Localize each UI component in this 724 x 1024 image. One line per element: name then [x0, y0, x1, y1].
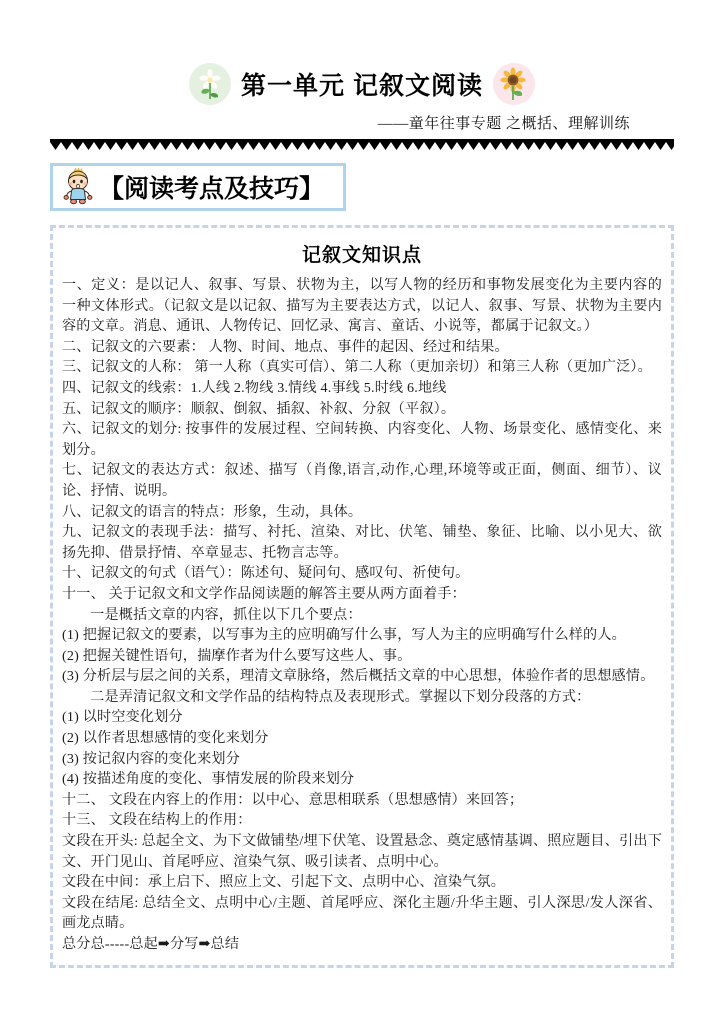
paragraph: 十三、 文段在结构上的作用： [62, 812, 252, 829]
list-item: (2) 以作者思想感情的变化来划分 [62, 730, 269, 747]
paragraph: 三、记叙文的人称： 第一人称（真实可信）、第二人称（更加亲切）和第三人称（更加广泛）。 [62, 359, 652, 376]
content-title: 记叙文知识点 [301, 245, 422, 266]
paragraph: 四、记叙文的线索：1.人线 2.物线 3.情线 4.事线 5.时线 6.地线 [62, 379, 447, 396]
flower-icon [189, 63, 231, 105]
paragraph: 十、记叙文的句式（语气）：陈述句、疑问句、感叹句、祈使句。 [62, 565, 470, 582]
paragraph: 九、记叙文的表现手法：描写、衬托、渲染、对比、伏笔、铺垫、象征、比喻、以小见大、欲扬先抑、借景抒情、卒章显志、托物言志等。 [62, 524, 662, 561]
list-item: (3) 分析层与层之间的关系，理清文章脉络，然后概括文章的中心思想，体验作者的思想感情。 [62, 668, 655, 685]
paragraph: 总分总-----总起➡分写➡总结 [62, 936, 240, 952]
paragraph: 文段在结尾: 总结全文、点明中心/主题、首尾呼应、深化主题/升华主题、引人深思/发人深省、画龙点睛。 [62, 894, 662, 932]
paragraph: 二、记叙文的六要素： 人物、时间、地点、事件的起因、经过和结果。 [62, 338, 509, 355]
knowledge-content-box [50, 225, 674, 968]
reading-points-label: 【阅读考点及技巧】 [99, 175, 325, 203]
list-item: (1) 把握记叙文的要素，以写事为主的应明确写什么事，写人为主的应明确写什么样的人。 [62, 627, 626, 644]
page-subtitle: ——童年往事专题 之概括、理解训练 [377, 116, 630, 132]
paragraph: 六、记叙文的划分: 按事件的发展过程、空间转换、内容变化、人物、场景变化、感情变化、来划分。 [62, 421, 662, 458]
list-item: (2) 把握关键性语句，揣摩作者为什么要写这些人、事。 [62, 647, 412, 664]
paragraph: 文段在开头: 总起全文、为下文做铺垫/埋下伏笔、设置悬念、奠定感情基调、照应题目、引出下文、开门见山、首尾呼应、渲染气氛、吸引读者、点明中心。 [62, 833, 662, 870]
list-item: (1) 以时空变化划分 [62, 709, 183, 726]
paragraph: 五、记叙文的顺序：顺叙、倒叙、插叙、补叙、分叙（平叙）。 [62, 400, 456, 417]
paragraph: 一、定义：是以记人、叙事、写景、状物为主，以写人物的经历和事物发展变化为主要内容的一种文体形式。（记叙文是以记叙、描写为主要表达方式，以记人、叙事、写景、状物为主要内容的文章。消息、通讯、人物传记、回忆录、寓言、童话、小说等，都属于记叙文。） [62, 277, 662, 335]
document-header [50, 0, 674, 110]
paragraph: 八、记叙文的语言的特点：形象，生动，具体。 [62, 503, 363, 520]
paragraph: 十二、 文段在内容上的作用：以中心、意思相联系（思想感情）来回答； [62, 791, 524, 808]
knowledge-body [62, 275, 662, 955]
part-one-lead: 一是概括文章的内容，抓住以下几个要点： [90, 606, 362, 623]
subtitle-row [50, 112, 674, 133]
list-item: (4) 按描述角度的变化、事情发展的阶段来划分 [62, 771, 355, 788]
paragraph: 七、记叙文的表达方式：叙述、描写（肖像,语言,动作,心理,环境等或正面，侧面、细节）、议论、抒情、说明。 [62, 462, 662, 499]
list-item: (3) 按记叙内容的变化来划分 [62, 750, 240, 767]
paragraph: 文段在中间：承上启下、照应上文、引起下文、点明中心、渲染气氛。 [62, 874, 506, 891]
baby-icon [61, 168, 95, 206]
paragraph: 十一、 关于记叙文和文学作品阅读题的解答主要从两方面着手： [62, 585, 466, 602]
reading-points-header-box [50, 163, 346, 211]
sunflower-icon [493, 63, 535, 105]
part-two-lead: 二是弄清记叙文和文学作品的结构特点及表现形式。掌握以下划分段落的方式： [90, 688, 591, 705]
zigzag-divider [50, 139, 674, 153]
page-title: 第一单元 记叙文阅读 [241, 72, 483, 100]
